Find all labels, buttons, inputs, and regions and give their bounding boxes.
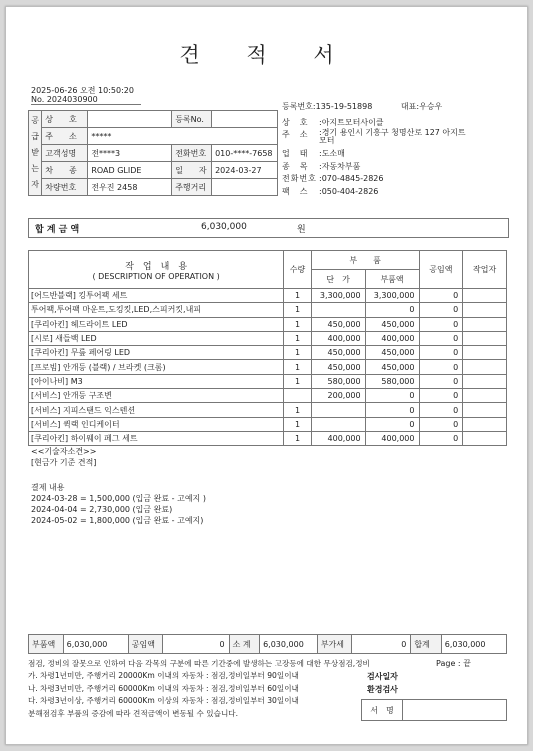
item-qty [284,389,311,403]
item-amount: 450,000 [365,346,419,360]
item-desc: [쿠리아킨] 하이웨이 페그 세트 [29,431,284,445]
item-price: 400,000 [311,331,365,345]
supplier-biztype: :도소매 [319,149,345,159]
header-labor: 공임액 [419,251,463,289]
value-mileage [212,179,278,196]
item-row [29,346,507,360]
item-amount: 0 [365,403,419,417]
item-desc: [쿠리아킨] 헤드라이트 LED [29,317,284,331]
item-qty: 1 [284,374,311,388]
supplier-company-label: 상 호 [282,117,309,127]
item-amount: 0 [365,303,419,317]
supplier-category: :자동차부품 [319,161,361,171]
item-qty: 1 [284,417,311,431]
payment-title: 결제 내용 [31,483,65,492]
supplier-biztype-label: 업 태 [282,149,309,159]
value-customer-name: 전****3 [88,145,172,162]
item-price: 450,000 [311,360,365,374]
supplier-address: :경기 용인시 기흥구 청명산로 127 아지트모터 [319,128,466,146]
item-worker [463,389,507,403]
issue-datetime: 2025-06-26 오전 10:50:20 [31,86,134,95]
total-label: 합 계 금 액 [35,225,80,235]
supplier-category-label: 종 목 [282,161,309,171]
label-mileage: 주행거리 [172,179,212,196]
value-model: ROAD GLIDE [88,162,172,179]
item-worker [463,403,507,417]
item-worker [463,289,507,303]
item-worker [463,417,507,431]
item-qty: 1 [284,289,311,303]
item-desc: [프로빔] 안개등 (블랙) / 브라켓 (크롬) [29,360,284,374]
label-address: 주 소 [42,128,88,145]
item-desc: [쿠리아킨] 무릎 페어링 LED [29,346,284,360]
label-model: 차 종 [42,162,88,179]
item-labor: 0 [419,417,463,431]
item-amount: 400,000 [365,431,419,445]
label-phone: 전화번호 [172,145,212,162]
notes-block [31,446,206,526]
header-work: 작 업 내 용 ( DESCRIPTION OF OPERATION ) [29,251,284,289]
label-date: 일 자 [172,162,212,179]
item-desc: [서비스] 퀵랙 인디케이터 [29,417,284,431]
supplier-phone: :070-4845-2826 [319,174,384,184]
page-indicator: Page : 끝 [436,659,471,668]
item-qty: 1 [284,431,311,445]
signature-box [361,699,507,721]
footer-parts: 6,030,000 [63,635,128,654]
header-parts-amount: 부품액 [365,270,419,289]
label-customer-name: 고객성명 [42,145,88,162]
payment-line: 2024-03-28 = 1,500,000 (입금 완료 - 고예지 ) [31,494,206,503]
supplier-phone-label: 전화번호 [282,174,317,184]
item-row [29,331,507,345]
item-price [311,417,365,431]
supplier-address-label: 주 소 [282,130,309,140]
item-price: 580,000 [311,374,365,388]
item-row [29,431,507,445]
item-row [29,417,507,431]
item-amount: 580,000 [365,374,419,388]
item-labor: 0 [419,346,463,360]
item-desc: [서비스] 지피스탠드 익스텐션 [29,403,284,417]
footer-subtotal-label: 소 계 [229,635,259,654]
payment-line: 2024-04-04 = 2,730,000 (입금 완료) [31,505,173,514]
item-labor: 0 [419,431,463,445]
item-labor: 0 [419,360,463,374]
value-address: ***** [88,128,278,145]
item-amount: 450,000 [365,360,419,374]
item-amount: 0 [365,389,419,403]
header-worker: 작업자 [463,251,507,289]
warranty-line: 가. 차령1년미만, 주행거리 20000Km 이내의 자동차 : 점검,정비일부터 90일이내 [28,671,299,681]
footer-sum: 6,030,000 [441,635,506,654]
item-desc: [아이나비] M3 [29,374,284,388]
item-price: 400,000 [311,431,365,445]
label-company: 상 호 [42,111,88,128]
warranty-line: 점검, 정비의 잘못으로 인하여 다음 각목의 구분에 따른 기간중에 발생하는 고장등에 대한 무상점검,정비 [28,659,370,668]
supplier-rep: :우승우 [416,102,443,111]
items-table [28,250,507,475]
item-labor: 0 [419,289,463,303]
supplier-info [282,101,509,199]
document-number: No. 2024030900 [31,95,141,105]
item-qty: 1 [284,403,311,417]
warranty-line: 다. 차령3년이상, 주행거리 60000Km 이상의 자동차 : 점검,정비일부터 30일이내 [28,696,299,706]
item-worker [463,317,507,331]
header-qty: 수량 [284,251,311,289]
item-row [29,403,507,417]
item-labor: 0 [419,374,463,388]
item-price [311,303,365,317]
item-amount: 450,000 [365,317,419,331]
item-labor: 0 [419,317,463,331]
item-desc: [서비스] 안개등 구조변 [29,389,284,403]
item-row [29,303,507,317]
item-qty: 1 [284,331,311,345]
item-labor: 0 [419,331,463,345]
item-price: 3,300,000 [311,289,365,303]
supplier-company: :아지트모터사이클 [319,117,384,127]
footer-sum-label: 합계 [411,635,441,654]
item-row [29,360,507,374]
header-parts: 부 품 [311,251,419,270]
value-company [88,111,172,128]
warranty-line: 나. 차령3년미만, 주행거리 60000Km 이내의 자동차 : 점검,정비일부터 60일이내 [28,683,299,693]
item-qty: 1 [284,317,311,331]
footer-subtotal: 6,030,000 [260,635,318,654]
item-desc: [어드반블랙] 킹투어팩 세트 [29,289,284,303]
warranty-text [28,658,370,720]
item-desc: [시로] 새들백 LED [29,331,284,345]
payment-line: 2024-05-02 = 1,800,000 (입금 완료 - 고예지) [31,516,204,525]
footer-totals [28,634,507,654]
total-unit: 원 [297,225,306,235]
item-labor: 0 [419,403,463,417]
label-regno: 등록No. [172,111,212,128]
item-price: 450,000 [311,346,365,360]
item-worker [463,374,507,388]
footer-vat-label: 부가세 [317,635,352,654]
footer-labor-label: 공임액 [128,635,163,654]
total-amount-box [28,218,509,238]
item-worker [463,431,507,445]
footer-parts-label: 부품액 [29,635,64,654]
header-unit-price: 단 가 [311,270,365,289]
item-worker [463,346,507,360]
item-worker [463,331,507,345]
signature-field[interactable] [403,700,507,721]
item-desc: 투어팩,투어팩 마운트,도킹킷,LED,스피커킷,내피 [29,303,284,317]
cash-price-note: [현금가 기준 견적] [31,458,97,467]
supplier-fax: :050-404-2826 [319,186,379,196]
warranty-line: 분해점검후 부품의 증감에 따라 견적금액이 변동될 수 있습니다. [28,708,239,718]
value-date: 2024-03-27 [212,162,278,179]
footer-labor: 0 [163,635,229,654]
supplier-fax-label: 팩 스 [282,186,309,196]
item-qty: 1 [284,303,311,317]
customer-table [28,110,278,196]
env-check-label: 환경검사 [367,685,398,694]
item-labor: 0 [419,303,463,317]
signature-label: 서 명 [362,700,403,721]
document-title: 견 적 서 [179,43,354,67]
item-row [29,317,507,331]
item-price: 450,000 [311,317,365,331]
total-amount: 6,030,000 [201,222,247,232]
estimate-sheet [5,6,528,745]
item-worker [463,303,507,317]
item-price [311,403,365,417]
inspection-date-label: 검사일자 [367,672,398,681]
item-price: 200,000 [311,389,365,403]
item-qty: 1 [284,360,311,374]
item-labor: 0 [419,389,463,403]
item-row [29,389,507,403]
item-row [29,374,507,388]
value-phone: 010-****-7658 [212,145,278,162]
supplier-reg-label: 등록번호 [282,102,313,111]
item-worker [463,360,507,374]
item-row [29,289,507,303]
footer-vat: 0 [352,635,411,654]
supplier-rep-label: 대표 [400,102,417,111]
label-plate: 차량번호 [42,179,88,196]
item-amount: 3,300,000 [365,289,419,303]
item-amount: 400,000 [365,331,419,345]
tech-opinion-label: <<기술자소견>> [31,447,97,456]
item-amount: 0 [365,417,419,431]
supplier-reg-no: :135-19-51898 [312,102,373,111]
value-regno [212,111,278,128]
customer-side-label: 공 급 받 는 자 [29,111,42,196]
item-qty: 1 [284,346,311,360]
value-plate: 전우진 2458 [88,179,172,196]
